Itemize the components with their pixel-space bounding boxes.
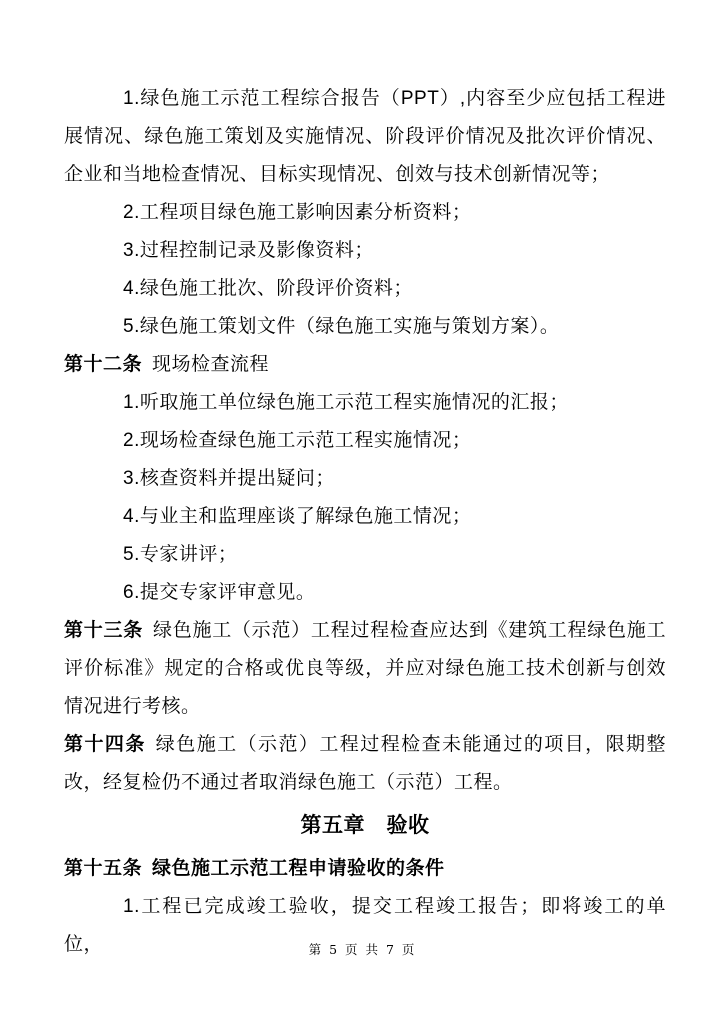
article-paragraph (64, 346, 666, 384)
article-number: 第十二条 (64, 354, 143, 375)
chapter-heading: 第五章 验收 (300, 814, 430, 837)
article-text: 绿色施工（示范）工程过程检查未能通过的项目，限期整改，经复检仍不通过者取消绿色施工（示范）工程。 (64, 734, 666, 793)
article-number: 第十四条 (64, 734, 146, 755)
list-item-paragraph: 1.绿色施工示范工程综合报告（PPT）,内容至少应包括工程进展情况、绿色施工策划及实施情况、阶段评价情况及批次评价情况、企业和当地检查情况、目标实现情况、创效与技术创新情况等； (64, 88, 666, 185)
article-text: 绿色施工示范工程申请验收的条件 (152, 858, 445, 879)
list-item-paragraph: 4.与业主和监理座谈了解绿色施工情况； (123, 506, 472, 527)
article-number: 第十三条 (64, 620, 143, 641)
list-item-paragraph: 6.提交专家评审意见。 (123, 582, 316, 603)
list-item-paragraph: 4.绿色施工批次、阶段评价资料； (123, 278, 413, 299)
list-item-paragraph: 5.绿色施工策划文件（绿色施工实施与策划方案）。 (123, 316, 560, 337)
document-body (64, 80, 666, 964)
list-item-paragraph: 5.专家讲评； (123, 544, 238, 565)
article-text: 绿色施工（示范）工程过程检查应达到《建筑工程绿色施工评价标准》规定的合格或优良等级，并应对绿色施工技术创新与创效情况进行考核。 (64, 620, 666, 717)
article-paragraph (64, 850, 666, 888)
list-item-paragraph: 2.现场检查绿色施工示范工程实施情况； (123, 430, 472, 451)
list-item-paragraph: 3.核查资料并提出疑问； (123, 468, 335, 489)
article-number: 第十五条 (64, 858, 143, 879)
page-number-footer: 第 5 页 共 7 页 (308, 942, 417, 957)
list-item-paragraph: 2.工程项目绿色施工影响因素分析资料； (123, 202, 472, 223)
article-paragraph (64, 612, 666, 726)
article-text: 现场检查流程 (152, 354, 270, 375)
list-item-paragraph: 1.听取施工单位绿色施工示范工程实施情况的汇报； (123, 392, 569, 413)
list-item-paragraph: 1.工程已完成竣工验收，提交工程竣工报告；即将竣工的单位， (64, 896, 666, 955)
list-item-paragraph: 3.过程控制记录及影像资料； (123, 240, 374, 261)
article-paragraph (64, 726, 666, 802)
